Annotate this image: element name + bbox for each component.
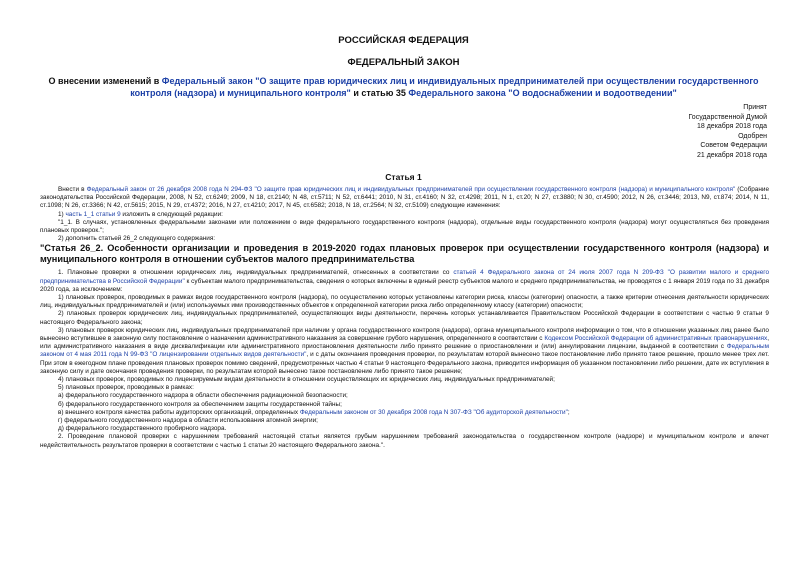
paragraph: б) федерального государственного контроля за обеспечением защиты государственной тайны; — [58, 400, 342, 408]
title-mid: и статью 35 — [350, 88, 409, 98]
text: ; — [567, 408, 570, 416]
link-307fz[interactable]: Федеральным законом от 30 декабря 2008 года N 307-ФЗ "Об аудиторской деятельности" — [299, 408, 568, 416]
adoption-line: Одобрен — [738, 132, 767, 140]
adoption-line: Советом Федерации — [700, 142, 767, 149]
text: (Собрание законодательства Российской Федерации, 2008, N 52, ст.6249; 2009, N 18, ст.2140; N 48, ст.5711; N 52, ст.6441; 2010, N 31, ст.4160; N 32, ст.4298; 2011, N 1, ст.20; N 27, ст.3880; N 30, ст.4590; 2012, N 26, ст.3446; 2013, N9, ст.874; 2014, N 11, ст.1098; N 26, ст.3366; N 42, ст.5615; 2015, N 29, ст.4372; 2016, N 27, ст.4210; 2017, N 45, ст.6582; 2018, N 18, ст.2564; N 32, ст.5109) следующие изменения: — [40, 186, 770, 210]
text: к субъектам малого предпринимательства, сведения о которых включены в единый реестр субъектов малого и среднего предпринимательства, не проводятся с 1 января 2019 года по 31 декабря 2020 года, за исключением: — [40, 277, 769, 293]
title-prefix: О внесении изменений в — [48, 76, 162, 86]
text: Внести в — [58, 186, 87, 193]
text: 3) плановых проверок юридических лиц, индивидуальных предпринимателей при наличии у органа государственного контроля (надзора), органа муниципального контроля информации о том, что в отношении указанных лиц ранее было вынесено вступившее в законную силу постановление о назначении административного наказания за совершение грубого нарушения, определенного в соответствии с — [40, 326, 769, 343]
text: 1) — [58, 210, 66, 218]
title-link-294fz[interactable]: Федеральный закон "О защите прав юридических лиц и индивидуальных предпринимателей при осуществлении государственного контроля (надзора) и муниципального контроля" — [130, 76, 759, 98]
paragraph — [40, 327, 769, 376]
article-body — [40, 186, 769, 450]
link-294fz[interactable]: Федеральный закон от 26 декабря 2008 года N 294-ФЗ "О защите прав юридических лиц и индивидуальных предпринимателей при осуществлении государственного контроля (надзора) и муниципального контроля" — [86, 186, 736, 193]
link-koap[interactable]: Кодексом Российской Федерации об административных правонарушениях — [544, 335, 768, 343]
link-209fz[interactable]: статьей 4 Федерального закона от 24 июля 2007 года N 209-ФЗ "О развитии малого и среднего предпринимательства в Российской Федерации" — [40, 269, 770, 285]
paragraph: д) федерального государственного пробирного надзора. — [58, 425, 227, 433]
text: , и с даты окончания проведения проверки, по результатам которой вынесено такое постановление либо принято такое решение, прошло менее трех лет. При этом в ежегодном плане проведения плановых проверок помимо сведений, предусмотренных частью 4 статьи 9 настоящего Федерального закона, приводится информация об указанном постановлении либо решении, дате их вступления в законную силу и дате окончания проведения проверки, по результатам которой вынесено такое постановление либо принято такое решение; — [40, 351, 769, 375]
text: в) внешнего контроля качества работы аудиторских организаций, определенных — [58, 408, 300, 416]
text: 1. Плановые проверки в отношении юридических лиц, индивидуальных предпринимателей, отнесенных в соответствии со — [58, 269, 454, 277]
text: изложить в следующей редакции: — [120, 210, 223, 218]
title-link-water-law[interactable]: Федерального закона "О водоснабжении и водоотведении" — [408, 88, 677, 98]
text: , или административного наказания в виде дисквалификации или административного приостановления деятельности либо принято решение о приостановлении и (или) аннулировании лицензии, выданной в соответствии с — [40, 335, 769, 351]
quoted-article-title: "Статья 26_2. Особенности организации и проведения в 2019-2020 годах плановых проверок при осуществлении государственного контроля (надзора) и муниципального контроля в отношении субъектов малого предпринимательства — [40, 243, 769, 265]
paragraph: 2. Проведение плановой проверки с нарушением требований настоящей статьи является грубым нарушением требований законодательства о государственном контроле (надзоре) и муниципальном контроле и влечет недействительность результатов проверки в соответствии с частью 1 статьи 20 настоящего Федерального закона.". — [40, 433, 769, 449]
adoption-block — [688, 103, 767, 160]
paragraph — [40, 211, 769, 219]
paragraph: "1_1. В случаях, установленных федеральными законами или положением о виде федерального государственного контроля (надзора), отдельные виды государственного контроля (надзора) могут осуществляться без проведения плановых проверок."; — [40, 218, 769, 235]
paragraph: 4) плановых проверок, проводимых по лицензируемым видам деятельности в отношении осуществляющих их юридических лиц, индивидуальных предпринимателей; — [58, 376, 555, 384]
paragraph — [40, 186, 769, 211]
paragraph: а) федерального государственного надзора в области обеспечения радиационной безопасности; — [58, 392, 348, 400]
paragraph — [40, 269, 769, 294]
paragraph: 5) плановых проверок, проводимых в рамках: — [58, 384, 194, 392]
article-title: Статья 1 — [385, 172, 422, 182]
paragraph: 2) дополнить статьей 26_2 следующего содержания: — [58, 235, 216, 243]
link-99fz[interactable]: Федеральным законом от 4 мая 2011 года N 99-ФЗ "О лицензировании отдельных видов деятельности" — [40, 343, 769, 359]
paragraph: 2) плановых проверок юридических лиц, индивидуальных предпринимателей, осуществляющих виды деятельности, перечень которых устанавливается Правительством Российской Федерации в соответствии с частью 9 статьи 9 настоящего Федерального закона; — [40, 310, 769, 326]
adoption-line: 21 декабря 2018 года — [696, 151, 767, 159]
link-article-9[interactable]: часть 1_1 статьи 9 — [65, 210, 121, 218]
country-heading: РОССИЙСКАЯ ФЕДЕРАЦИЯ — [338, 35, 469, 46]
adoption-line: Государственной Думой — [688, 113, 767, 121]
paragraph: г) федерального государственного надзора в области использования атомной энергии; — [58, 417, 318, 425]
law-title — [40, 75, 767, 99]
paragraph: 1) плановых проверок, проводимых в рамках видов государственного контроля (надзора), по осуществлению которых установлены категории риска, классы (категории) опасности, а также критерии отнесения деятельности юридических лиц, индивидуальных предпринимателей и (или) используемых ими производственных объектов к определенной категории риска либо определенному классу (категории) опасности; — [40, 294, 769, 310]
adoption-line: Принят — [743, 104, 767, 111]
adoption-line: 18 декабря 2018 года — [696, 123, 767, 130]
doc-type-heading: ФЕДЕРАЛЬНЫЙ ЗАКОН — [347, 57, 460, 68]
paragraph — [40, 409, 769, 417]
